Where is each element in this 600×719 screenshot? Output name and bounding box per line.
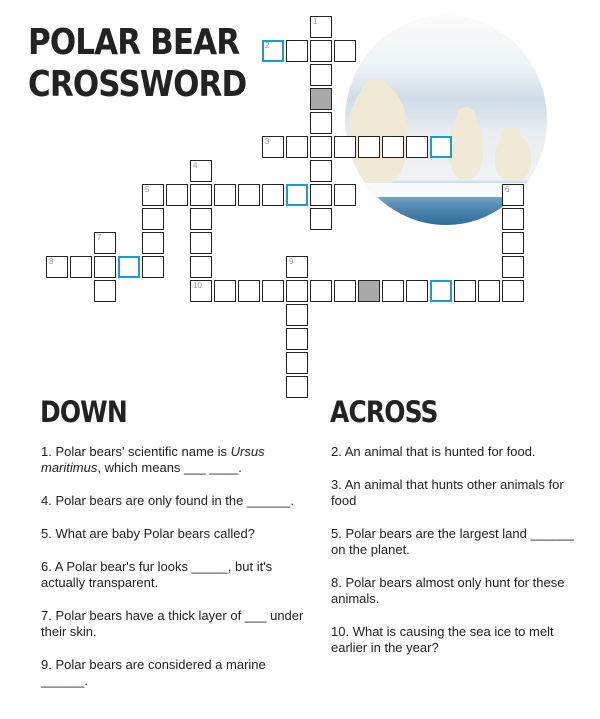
grid-cell[interactable] [142, 256, 164, 278]
grid-cell[interactable] [310, 208, 332, 230]
clue-number: 3. [331, 477, 342, 492]
grid-cell[interactable] [262, 280, 284, 302]
grid-cell[interactable] [238, 280, 260, 302]
grid-cell[interactable] [70, 256, 92, 278]
grid-cell[interactable] [334, 40, 356, 62]
grid-cell[interactable] [502, 208, 524, 230]
grid-number: 9 [289, 257, 294, 266]
grid-cell[interactable] [286, 352, 308, 374]
clue-text: What are baby Polar bears called? [55, 526, 255, 541]
grid-cell[interactable] [358, 280, 380, 302]
grid-number: 4 [193, 161, 198, 170]
clue-text: Polar bears are the largest land ______ on the planet. [331, 526, 574, 557]
clue-item [331, 477, 581, 509]
clue-item [331, 526, 581, 558]
grid-number: 2 [265, 41, 270, 50]
grid-cell[interactable] [94, 280, 116, 302]
grid-cell[interactable] [478, 280, 500, 302]
grid-cell[interactable] [334, 136, 356, 158]
grid-cell[interactable] [310, 64, 332, 86]
grid-cell[interactable] [382, 280, 404, 302]
clue-number: 8. [331, 575, 342, 590]
grid-cell[interactable] [190, 232, 212, 254]
clue-item [41, 608, 306, 640]
clue-number: 5. [41, 526, 52, 541]
clue-item [41, 657, 306, 689]
grid-cell[interactable] [502, 256, 524, 278]
grid-number: 5 [145, 185, 150, 194]
grid-number: 8 [49, 257, 54, 266]
clue-number: 4. [41, 493, 52, 508]
clue-number: 6. [41, 559, 52, 574]
grid-cell[interactable] [286, 40, 308, 62]
grid-cell[interactable] [214, 280, 236, 302]
grid-cell[interactable] [406, 136, 428, 158]
grid-cell[interactable] [262, 184, 284, 206]
grid-cell[interactable] [310, 136, 332, 158]
grid-cell[interactable] [142, 208, 164, 230]
down-clue-list [41, 444, 306, 706]
grid-cell[interactable] [286, 280, 308, 302]
clue-text: An animal that is hunted for food. [344, 444, 536, 459]
clue-number: 5. [331, 526, 342, 541]
grid-number: 3 [265, 137, 270, 146]
clue-number: 1. [41, 444, 52, 459]
grid-cell[interactable] [286, 136, 308, 158]
grid-cell[interactable] [454, 280, 476, 302]
clue-item [41, 493, 306, 509]
grid-cell[interactable] [406, 280, 428, 302]
grid-cell[interactable] [166, 184, 188, 206]
grid-cell[interactable] [502, 232, 524, 254]
grid-cell[interactable] [502, 280, 524, 302]
clue-item [331, 444, 581, 460]
clue-item [331, 624, 581, 656]
clue-item [41, 444, 306, 476]
clue-text: Polar bears almost only hunt for these animals. [331, 575, 565, 606]
grid-cell[interactable] [334, 280, 356, 302]
grid-cell[interactable] [214, 184, 236, 206]
across-heading: ACROSS [330, 395, 438, 429]
clue-text: A Polar bear's fur looks _____, but it's actually transparent. [41, 559, 273, 590]
grid-cell[interactable] [286, 184, 308, 206]
clue-number: 7. [41, 608, 52, 623]
clue-item [331, 575, 581, 607]
down-heading: DOWN [40, 395, 127, 429]
grid-cell[interactable] [118, 256, 140, 278]
grid-cell[interactable] [430, 280, 452, 302]
grid-cell[interactable] [310, 160, 332, 182]
clue-item [41, 559, 306, 591]
across-clue-list [331, 444, 581, 673]
grid-cell[interactable] [190, 184, 212, 206]
grid-cell[interactable] [430, 136, 452, 158]
clue-text: What is causing the sea ice to melt earlier in the year? [331, 624, 554, 655]
grid-cell[interactable] [310, 88, 332, 110]
clue-number: 2. [331, 444, 342, 459]
grid-cell[interactable] [190, 208, 212, 230]
clue-text: Polar bears are considered a marine ______. [41, 657, 266, 688]
clue-italic-term: Ursus maritimus [41, 444, 265, 475]
clue-text: , which means ___ ____. [97, 460, 242, 475]
grid-cell[interactable] [334, 184, 356, 206]
grid-cell[interactable] [310, 184, 332, 206]
clue-text: Polar bears are only found in the ______. [55, 493, 294, 508]
grid-cell[interactable] [94, 256, 116, 278]
grid-cell[interactable] [238, 184, 260, 206]
clue-text: Polar bears have a thick layer of ___ under their skin. [41, 608, 304, 639]
grid-cell[interactable] [190, 256, 212, 278]
grid-number: 7 [97, 233, 102, 242]
grid-number: 10 [193, 281, 202, 290]
grid-cell[interactable] [142, 232, 164, 254]
grid-number: 6 [505, 185, 510, 194]
grid-cell[interactable] [310, 40, 332, 62]
grid-cell[interactable] [382, 136, 404, 158]
clue-number: 10. [331, 624, 350, 639]
grid-cell[interactable] [310, 112, 332, 134]
grid-cell[interactable] [358, 136, 380, 158]
title-line-2: CROSSWORD [28, 64, 247, 105]
grid-number: 1 [313, 17, 318, 26]
grid-cell[interactable] [286, 376, 308, 398]
grid-cell[interactable] [286, 304, 308, 326]
grid-cell[interactable] [286, 328, 308, 350]
clue-text: An animal that hunts other animals for food [331, 477, 564, 508]
title-line-1: POLAR BEAR [28, 22, 240, 63]
clue-number: 9. [41, 657, 52, 672]
grid-cell[interactable] [310, 280, 332, 302]
clue-text: Polar bears' scientific name is [55, 444, 231, 459]
clue-item [41, 526, 306, 542]
